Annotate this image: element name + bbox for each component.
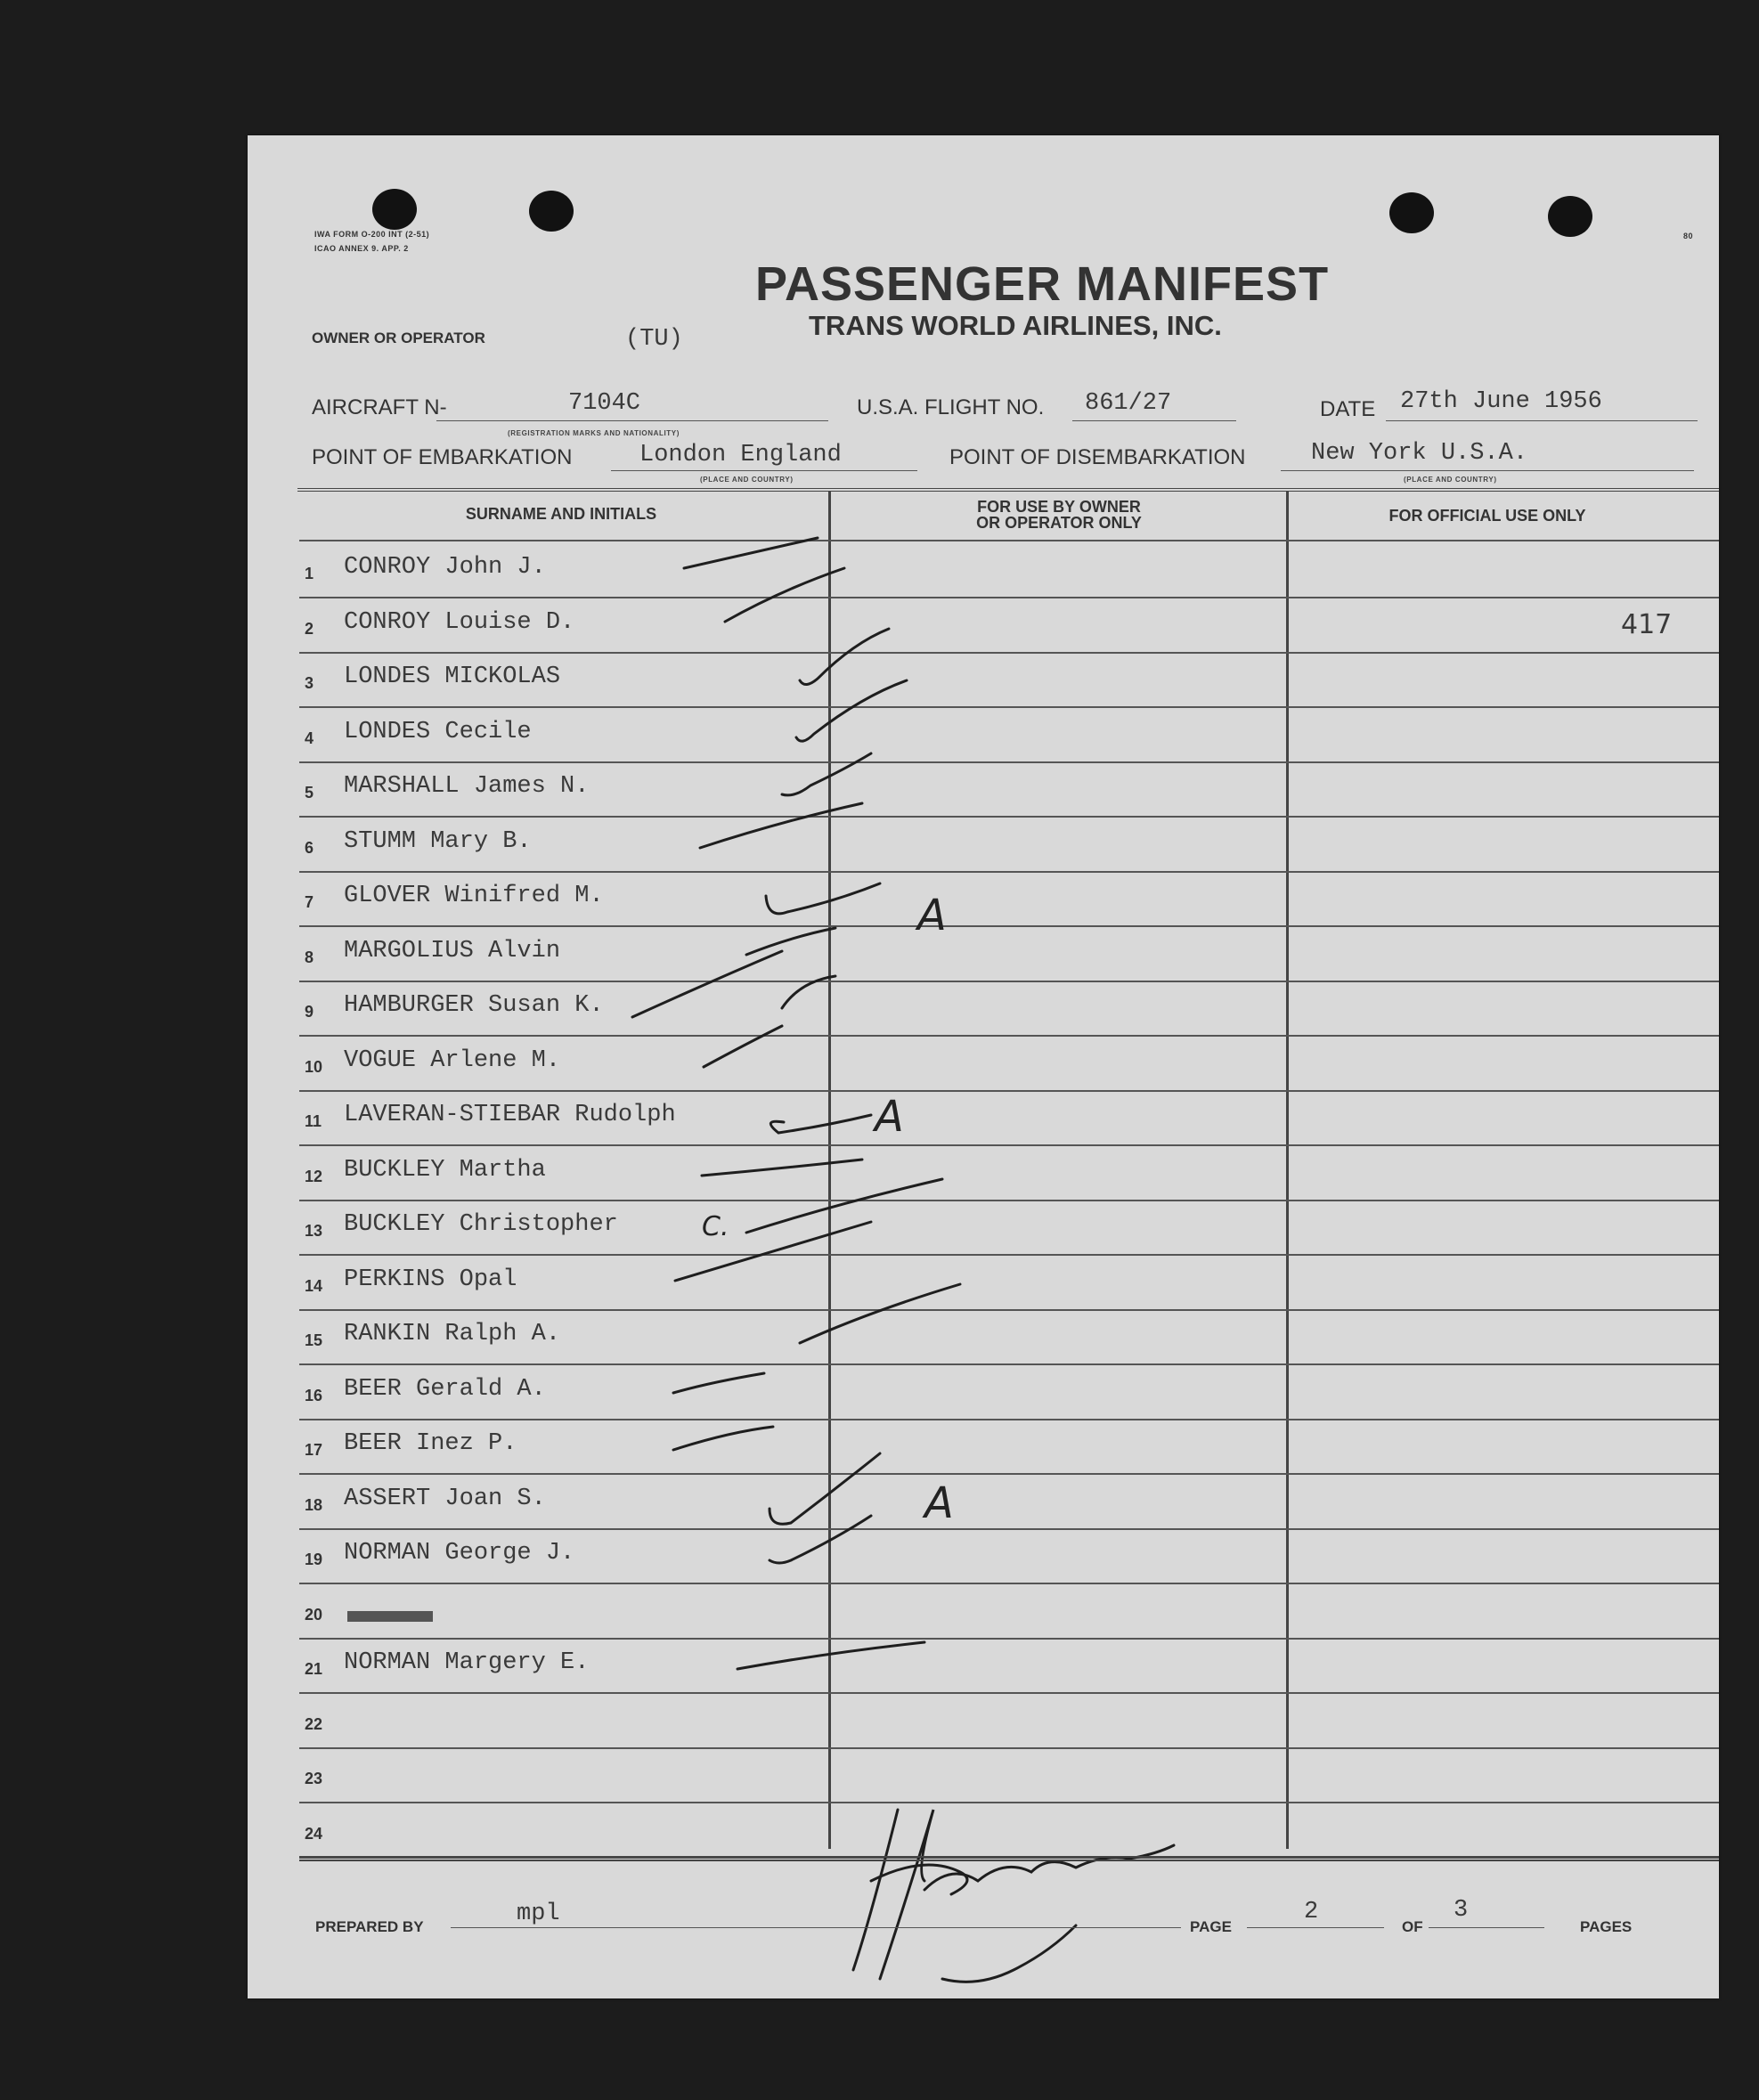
column-header-owner-1: FOR USE BY OWNER — [977, 498, 1141, 516]
column-header-official: FOR OFFICIAL USE ONLY — [1388, 507, 1586, 525]
aircraft-label: AIRCRAFT N- — [312, 395, 447, 419]
check-row-7 — [766, 883, 880, 914]
row-number: 6 — [305, 839, 314, 857]
column-header-owner-2: OR OPERATOR ONLY — [976, 514, 1142, 532]
passenger-name: BEER Inez P. — [344, 1430, 517, 1457]
page-underline — [1247, 1927, 1384, 1928]
embarkation-label: POINT OF EMBARKATION — [312, 445, 573, 469]
manifest-sheet — [248, 135, 1719, 1998]
disembarkation-value: New York U.S.A. — [1311, 440, 1528, 467]
passenger-name: NORMAN George J. — [344, 1540, 575, 1567]
passenger-name: CONROY John J. — [344, 554, 546, 581]
check-row-17 — [673, 1427, 773, 1450]
check-row-13 — [746, 1179, 942, 1233]
passenger-name: ASSERT Joan S. — [344, 1485, 546, 1512]
row-number: 2 — [305, 620, 314, 638]
row13-extra-initial: C. — [702, 1211, 729, 1242]
check-row-5 — [782, 753, 871, 795]
official-note: 417 — [1621, 609, 1673, 640]
embarkation-value: London England — [639, 442, 842, 468]
preparer-signature — [853, 1810, 1174, 1982]
row-number: 11 — [305, 1112, 322, 1130]
check-row-9 — [632, 951, 782, 1017]
row-number: 14 — [305, 1277, 323, 1295]
column-header-surname: SURNAME AND INITIALS — [465, 505, 657, 523]
passenger-name: PERKINS Opal — [344, 1266, 517, 1293]
row-number: 10 — [305, 1058, 323, 1076]
prepared-by-value: mpl — [517, 1901, 560, 1927]
of-underline — [1429, 1927, 1544, 1928]
check-row-3 — [800, 629, 889, 685]
row-number: 12 — [305, 1168, 323, 1185]
check-row-4 — [796, 680, 907, 741]
page-title: PASSENGER MANIFEST — [755, 257, 1330, 311]
form-id-line-1: IWA FORM O-200 INT (2-51) — [314, 230, 430, 239]
passenger-name: HAMBURGER Susan K. — [344, 992, 604, 1019]
airline-name: TRANS WORLD AIRLINES, INC. — [809, 310, 1222, 341]
check-row-15 — [800, 1284, 960, 1343]
row-number: 1 — [305, 565, 314, 582]
mark-a-row11: A — [875, 1092, 904, 1142]
disembarkation-label: POINT OF DISEMBARKATION — [949, 445, 1246, 469]
date-label: DATE — [1320, 397, 1376, 421]
row-number: 8 — [305, 948, 314, 966]
row-number: 21 — [305, 1660, 323, 1678]
row-number: 16 — [305, 1387, 323, 1404]
date-value: 27th June 1956 — [1400, 388, 1602, 415]
passenger-name: BUCKLEY Martha — [344, 1157, 546, 1184]
check-row-18 — [770, 1453, 880, 1524]
passenger-name: LONDES Cecile — [344, 719, 532, 745]
passenger-name: GLOVER Winifred M. — [344, 883, 604, 909]
row-number: 15 — [305, 1331, 323, 1349]
aircraft-value: 7104C — [568, 390, 641, 417]
of-label: OF — [1402, 1918, 1423, 1935]
check-row-14 — [675, 1222, 871, 1281]
row-number: 5 — [305, 784, 314, 802]
passenger-name: VOGUE Arlene M. — [344, 1047, 561, 1074]
check-row-16 — [673, 1373, 764, 1393]
aircraft-sublabel: (REGISTRATION MARKS AND NATIONALITY) — [508, 429, 680, 437]
check-row-12 — [702, 1160, 862, 1176]
passenger-name: STUMM Mary B. — [344, 828, 532, 855]
row-number: 22 — [305, 1715, 323, 1733]
disembarkation-sublabel: (PLACE AND COUNTRY) — [1404, 476, 1497, 484]
check-row-10 — [704, 1026, 782, 1067]
pages-label: PAGES — [1580, 1918, 1633, 1935]
check-row-9b — [782, 976, 835, 1008]
passenger-name: MARGOLIUS Alvin — [344, 938, 561, 965]
check-row-1 — [684, 538, 818, 568]
owner-value: (TU) — [625, 326, 683, 353]
page-label: PAGE — [1190, 1918, 1232, 1935]
row-number: 20 — [305, 1606, 323, 1624]
row-number: 23 — [305, 1770, 323, 1787]
check-row-8 — [746, 928, 835, 955]
row-number: 19 — [305, 1551, 323, 1568]
passenger-name: BEER Gerald A. — [344, 1376, 546, 1403]
mark-a-row18: A — [924, 1478, 954, 1528]
table-bottom-border — [299, 1856, 1719, 1861]
corner-mark: 80 — [1683, 232, 1694, 240]
check-row-11 — [770, 1115, 871, 1133]
row-number: 4 — [305, 729, 314, 747]
page-value: 2 — [1304, 1899, 1319, 1925]
prepared-by-label: PREPARED BY — [315, 1918, 424, 1935]
passenger-name: NORMAN Margery E. — [344, 1649, 590, 1676]
prepared-by-underline — [451, 1927, 1181, 1928]
passenger-name: RANKIN Ralph A. — [344, 1321, 561, 1347]
row-number: 9 — [305, 1003, 314, 1021]
mark-a-row7: A — [917, 891, 947, 940]
check-row-6 — [700, 803, 862, 848]
flight-label: U.S.A. FLIGHT NO. — [857, 395, 1045, 419]
row-number: 18 — [305, 1496, 323, 1514]
check-row-21 — [737, 1642, 924, 1669]
row-number: 17 — [305, 1441, 323, 1459]
passenger-name: MARSHALL James N. — [344, 773, 590, 800]
passenger-name: LAVERAN-STIEBAR Rudolph — [344, 1102, 676, 1128]
passenger-name: LONDES MICKOLAS — [344, 663, 561, 690]
embarkation-sublabel: (PLACE AND COUNTRY) — [700, 476, 794, 484]
passenger-name: CONROY Louise D. — [344, 609, 575, 636]
owner-label: OWNER OR OPERATOR — [312, 330, 485, 346]
of-value: 3 — [1454, 1897, 1469, 1924]
form-id-line-2: ICAO ANNEX 9. APP. 2 — [314, 244, 409, 253]
row-number: 3 — [305, 674, 314, 692]
passenger-name: BUCKLEY Christopher — [344, 1211, 618, 1238]
row-number: 24 — [305, 1825, 323, 1843]
flight-value: 861/27 — [1085, 390, 1172, 417]
row-number: 13 — [305, 1222, 323, 1240]
check-marks-layer — [248, 135, 1719, 1998]
row-number: 7 — [305, 893, 314, 911]
check-row-2 — [725, 568, 844, 622]
